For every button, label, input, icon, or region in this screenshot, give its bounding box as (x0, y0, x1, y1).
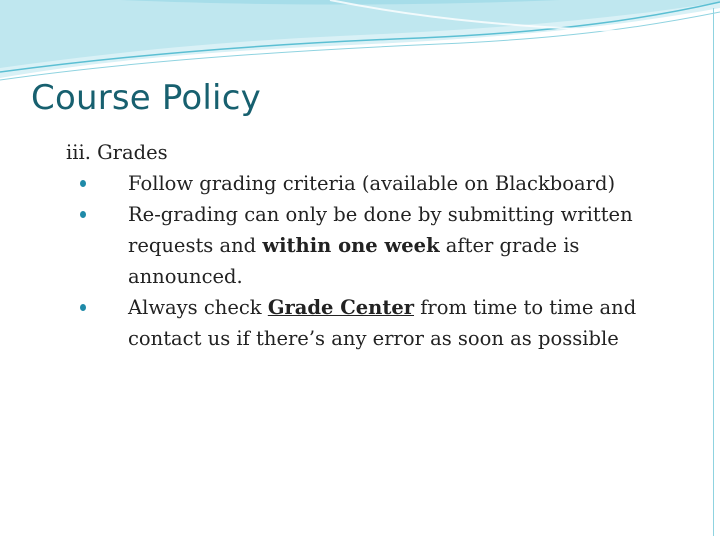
bullet-item-regrading (66, 199, 686, 292)
slide-title: Course Policy (31, 78, 261, 118)
bullet-item-grading-criteria (66, 168, 686, 199)
decorative-wave-header (0, 0, 720, 90)
bullet-dot-icon (80, 211, 86, 218)
bullet-text-part: Re-grading can only be done by submitting written requests and (128, 203, 633, 257)
bullet-text-part: after grade is announced. (128, 234, 580, 288)
slide-body (66, 137, 686, 354)
grade-center-emphasis: Grade Center (267, 296, 415, 319)
decorative-frame-line (713, 8, 714, 536)
bullet-dot-icon (80, 180, 86, 187)
bullet-item-grade-center (66, 292, 686, 354)
bullet-emphasis: within one week (262, 234, 440, 257)
bullet-dot-icon (80, 304, 86, 311)
bullet-text: Follow grading criteria (available on Blackboard) (128, 172, 616, 195)
bullet-text-part: from time to time and contact us if there’s any error as soon as possible (128, 296, 637, 350)
bullet-text-part: Always check (128, 296, 268, 319)
bullet-list (66, 168, 686, 354)
section-heading: iii. Grades (66, 141, 168, 164)
